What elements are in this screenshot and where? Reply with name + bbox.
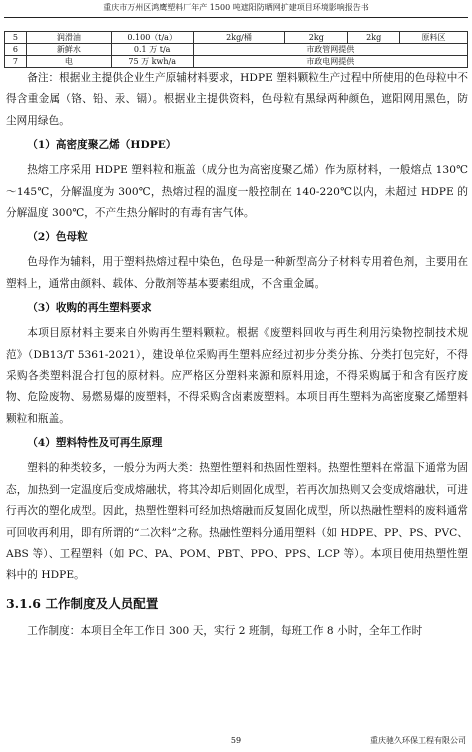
table-cell: 0.1 万 t/a bbox=[111, 44, 193, 56]
document-body bbox=[6, 68, 468, 642]
table-row bbox=[5, 44, 468, 56]
table-cell: 0.100（t/a） bbox=[111, 32, 193, 44]
subheading-hdpe: （1）高密度聚乙烯（HDPE） bbox=[27, 139, 177, 152]
table-cell: 7 bbox=[5, 56, 27, 68]
note-paragraph: 备注：根据业主提供企业生产原辅材料要求，HDPE 塑料颗粒生产过程中所使用的色母粒中不得含重金属（铬、铅、汞、镉）。根据业主提供资料，色母粒有黑绿两种颜色，遮阳网用黑色，防尘网用绿色。 bbox=[6, 72, 468, 127]
work-schedule-paragraph: 工作制度：本项目全年工作日 300 天，实行 2 班制，每班工作 8 小时，全年工作时 bbox=[27, 624, 423, 637]
table-cell: 2kg bbox=[285, 32, 348, 44]
table-cell: 2kg/桶 bbox=[193, 32, 285, 44]
subheading-masterbatch: （2）色母粒 bbox=[27, 231, 88, 244]
table-cell: 市政电网提供 bbox=[193, 56, 467, 68]
table-cell: 75 万 kwh/a bbox=[111, 56, 193, 68]
page-header: 重庆市万州区鸿鹰塑料厂年产 1500 吨遮阳防晒网扩建项目环境影响报告书 bbox=[103, 3, 369, 12]
section-heading: 3.1.6 工作制度及人员配置 bbox=[6, 595, 159, 611]
table-cell: 6 bbox=[5, 44, 27, 56]
table-cell: 电 bbox=[26, 56, 111, 68]
footer-company: 重庆驰久环保工程有限公司 bbox=[370, 736, 466, 745]
hdpe-paragraph: 热熔工序采用 HDPE 塑料粒和瓶盖（成分也为高密度聚乙烯）作为原材料，一般熔点 130℃～145℃，分解温度为 300℃，热熔过程的温度一般控制在 140-220℃以内，未超过 HDPE 的分解温度 300℃，不产生热分解时的有毒有害气体。 bbox=[6, 164, 468, 220]
recycled-paragraph: 本项目原材料主要来自外购再生塑料颗粒。根据《废塑料回收与再生利用污染物控制技术规范》（DB13/T 5361-2021），建设单位采购再生塑料应经过初步分类分拣、分类打包完好，不得采购各类塑料混合打包的原材料。应严格区分塑料来源和原料用途，不得采购属于和含有医疗废物、危险废物、易燃易爆的废塑料，不得采购含卤素废塑料。本项目再生塑料为高密度聚乙烯塑料颗粒和瓶盖。 bbox=[6, 327, 468, 425]
table-cell: 原料区 bbox=[400, 32, 468, 44]
table-cell: 5 bbox=[5, 32, 27, 44]
table-cell: 新鲜水 bbox=[26, 44, 111, 56]
page-number: 59 bbox=[230, 736, 242, 745]
table-row bbox=[5, 32, 468, 44]
header-rule bbox=[4, 17, 468, 18]
materials-table bbox=[4, 31, 468, 68]
table-cell: 润滑油 bbox=[26, 32, 111, 44]
table-row bbox=[5, 56, 468, 68]
subheading-recycled: （3）收购的再生塑料要求 bbox=[27, 302, 152, 315]
subheading-properties: （4）塑料特性及可再生原理 bbox=[27, 437, 163, 450]
table-cell: 2kg bbox=[348, 32, 400, 44]
table-cell: 市政管网提供 bbox=[193, 44, 467, 56]
masterbatch-paragraph: 色母作为辅料，用于塑料热熔过程中染色，色母是一种新型高分子材料专用着色剂，主要用在塑料上，通常由颜料、载体、分散剂等基本要素组成，不含重金属。 bbox=[6, 256, 468, 290]
properties-paragraph: 塑料的种类较多，一般分为两大类：热塑性塑料和热固性塑料。热塑性塑料在常温下通常为固态，加热到一定温度后变成熔融状，将其冷却后则固化成型，若再次加热则又会变成熔融状，可进行再次的塑化成型。因此，热塑性塑料可经加热熔融而反复固化成型，所以热融性塑料的废料通常可回收再利用，即有所谓的“二次料”之称。热融性塑料分通用塑料（如 HDPE、PP、PS、PVC、ABS 等）、工程塑料（如 PC、PA、POM、PBT、PPO、PPS、LCP 等）。本项目使用热塑性塑料中的 HDPE。 bbox=[6, 462, 468, 582]
